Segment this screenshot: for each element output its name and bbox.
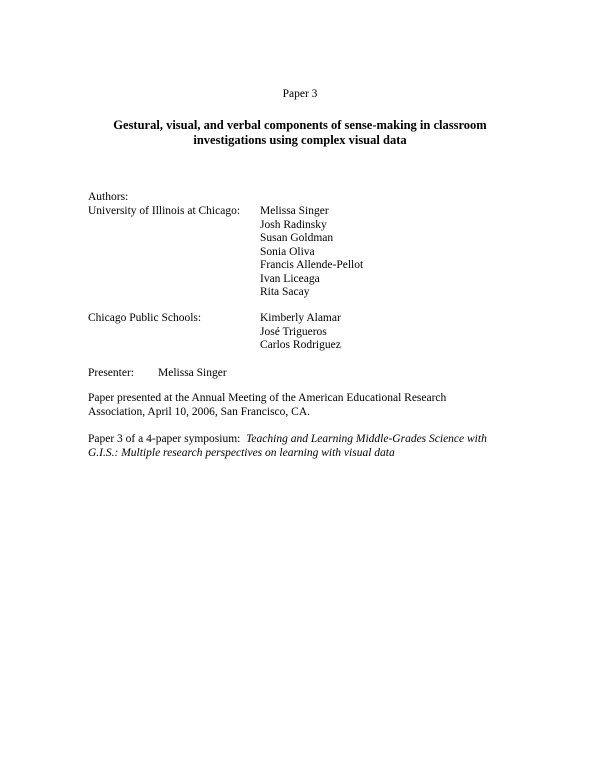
author-name: Rita Sacay	[260, 286, 310, 298]
author-name: Ivan Liceaga	[260, 272, 320, 285]
author-name: Josh Radinsky	[260, 218, 327, 231]
affiliation-cps: Chicago Public Schools:	[88, 312, 202, 324]
symposium-prefix: Paper 3 of a 4-paper symposium:	[88, 433, 241, 445]
symposium-line-2	[88, 447, 508, 461]
title-line-2: investigations using complex visual data	[193, 133, 407, 147]
author-name: Susan Goldman	[260, 232, 334, 244]
symposium-title-line-2: G.I.S.: Multiple research perspectives on learning with visual data	[88, 446, 395, 459]
meeting-note	[88, 392, 508, 419]
presenter-label: Presenter:	[88, 367, 134, 379]
meeting-line-2: Association, April 10, 2006, San Francisco, CA.	[88, 405, 310, 418]
author-list-cps	[260, 312, 341, 353]
author-name: Sonia Oliva	[260, 245, 315, 258]
authors-label: Authors:	[88, 191, 129, 203]
symposium-title-line-1: Teaching and Learning Middle-Grades Science with	[246, 433, 487, 445]
paper-title	[60, 118, 540, 148]
title-line-1: Gestural, visual, and verbal components of sense-making in classroom	[113, 118, 487, 132]
author-name: José Trigueros	[260, 325, 327, 338]
author-name: Kimberly Alamar	[260, 312, 341, 324]
author-list-uic	[260, 205, 363, 300]
author-name: Carlos Rodriguez	[260, 339, 341, 351]
presenter-name: Melissa Singer	[158, 367, 227, 379]
affiliation-uic: University of Illinois at Chicago:	[88, 205, 241, 217]
paper-label: Paper 3	[282, 88, 318, 100]
author-name: Francis Allende-Pellot	[260, 259, 364, 271]
symposium-note	[88, 433, 508, 460]
author-name: Melissa Singer	[260, 205, 329, 217]
meeting-line-1: Paper presented at the Annual Meeting of the American Educational Research	[88, 392, 447, 404]
symposium-line-1	[88, 433, 508, 447]
